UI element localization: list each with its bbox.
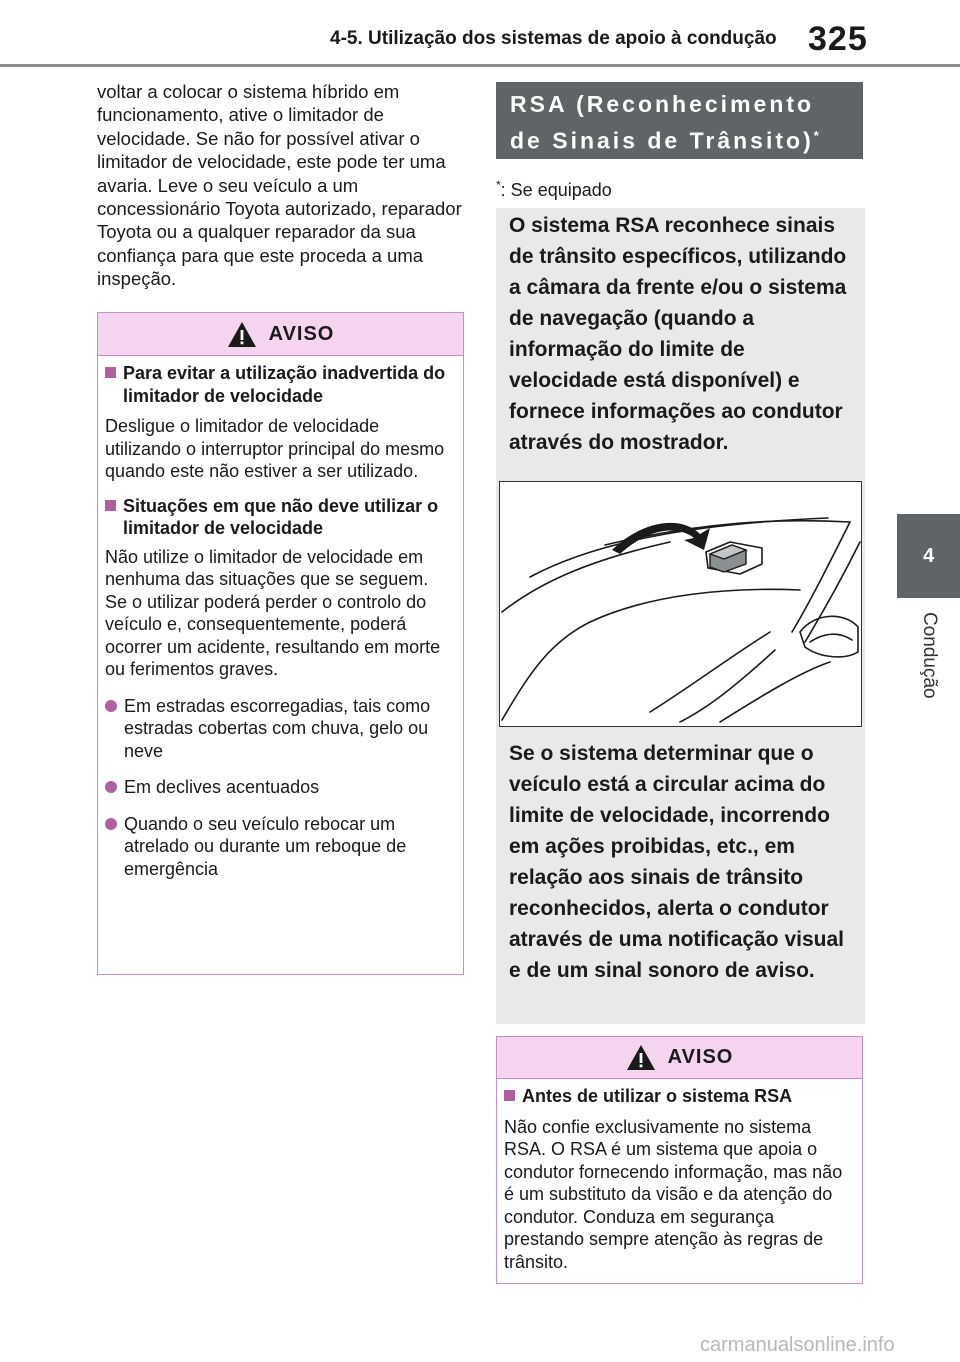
warning-title: AVISO (667, 1046, 734, 1068)
header-divider (0, 64, 960, 67)
warning-box-rsa (496, 1036, 863, 1284)
rsa-title: RSA (Reconhecimento de Sinais de Trânsito) (510, 91, 815, 154)
warning-triangle-icon (626, 1044, 656, 1071)
windshield-camera-illustration (499, 481, 862, 727)
list-item: Em declives acentuados (105, 776, 455, 799)
chapter-number: 4 (922, 544, 935, 567)
round-bullet-icon (105, 818, 117, 830)
warning-box-speed-limiter (97, 312, 464, 975)
warning-subheading: Para evitar a utilização inadvertida do limitador de velocidade (105, 362, 455, 407)
round-bullet-icon (105, 781, 117, 793)
rsa-title-asterisk: * (813, 128, 819, 143)
footnote-asterisk: * (496, 178, 501, 192)
warning-header (98, 313, 463, 356)
rsa-alert-text: Se o sistema determinar que o veículo está a circular acima do limite de velocidade, incorrendo em ações proibidas, etc., em relação aos sinais de trânsito reconhecidos, alerta o condutor através de uma notificação visual e de um sinal sonoro de aviso. (509, 742, 844, 982)
footnote-text: : Se equipado (500, 180, 612, 200)
chapter-label: Condução (919, 612, 940, 699)
left-intro-paragraph: voltar a colocar o sistema híbrido em funcionamento, ative o limitador de velocidade. Se não for possível ativar o limitador de velocidade, este pode ter uma avaria. Leve o seu veículo a um concessionário Toyota autorizado, reparador Toyota ou a qualquer reparador da sua confiança para que este proceda a uma inspeção. (97, 81, 462, 290)
warning-subheading: Situações em que não deve utilizar o limitador de velocidade (105, 495, 455, 540)
warning-header (497, 1037, 862, 1079)
list-item: Em estradas escorregadias, tais como estradas cobertas com chuva, gelo ou neve (105, 695, 455, 763)
rsa-intro-text: O sistema RSA reconhece sinais de trânsito específicos, utilizando a câmara da frente e/ou o sistema de navegação (quando a informação do limite de velocidade está disponível) e fornece informações ao condutor através do mostrador. (509, 214, 847, 454)
warning-title: AVISO (268, 322, 335, 345)
list-item: Quando o seu veículo rebocar um atrelado ou durante um reboque de emergência (105, 813, 455, 881)
chapter-tab (897, 514, 960, 598)
windshield-camera-image (500, 482, 861, 726)
warning-paragraph: Não confie exclusivamente no sistema RSA. O RSA é um sistema que apoia o condutor fornecendo informação, mas não é um substituto da visão e da atenção do condutor. Conduza em segurança prestando sempre atenção às regras de trânsito. (504, 1116, 843, 1272)
watermark: carmanualsonline.info (700, 1334, 895, 1356)
warning-subheading: Antes de utilizar o sistema RSA (504, 1085, 854, 1108)
warning-content (497, 1085, 862, 1273)
warning-content (98, 362, 463, 880)
footnote (496, 178, 612, 201)
round-bullet-icon (105, 700, 117, 712)
square-bullet-icon (105, 367, 116, 378)
page-number: 325 (808, 20, 868, 58)
warning-paragraph: Se o utilizar poderá perder o controlo do veículo e, consequentemente, poderá ocorrer um acidente, resultando em morte ou ferimentos graves. (105, 591, 441, 679)
square-bullet-icon (504, 1090, 515, 1101)
warning-paragraph: Não utilize o limitador de velocidade em nenhuma das situações que se seguem. (105, 546, 429, 589)
warning-triangle-icon (227, 321, 257, 348)
square-bullet-icon (105, 500, 116, 511)
rsa-section-banner (496, 82, 863, 159)
warning-paragraph: Desligue o limitador de velocidade utilizando o interruptor principal do mesmo quando este não estiver a ser utilizado. (105, 416, 445, 481)
section-title: 4-5. Utilização dos sistemas de apoio à condução (330, 28, 777, 49)
